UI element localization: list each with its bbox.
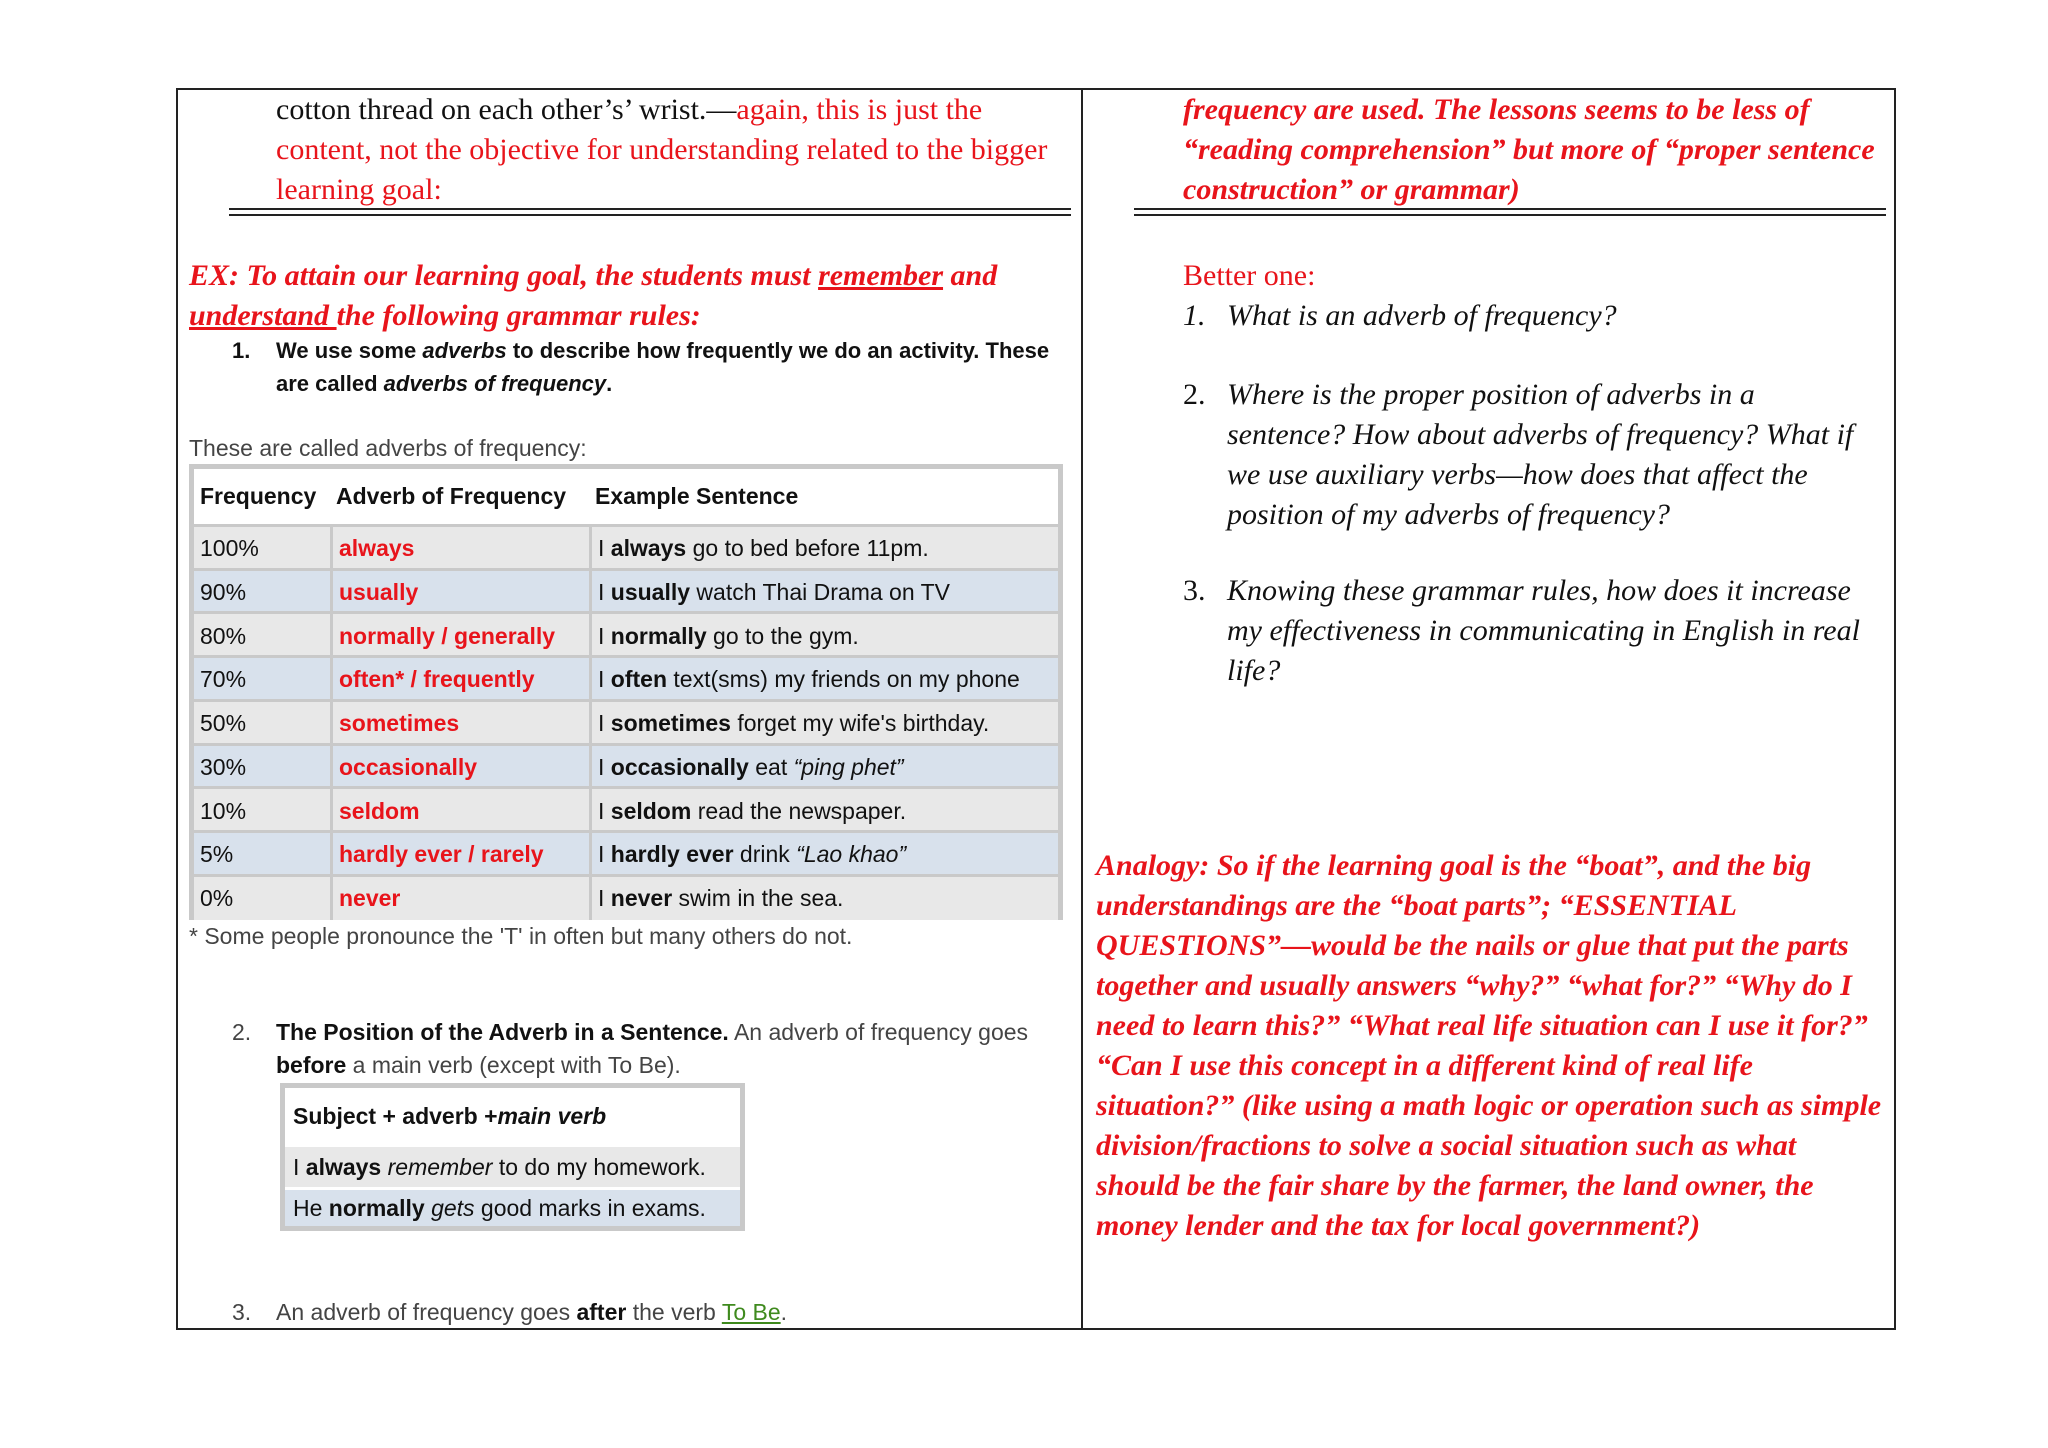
ex-understand: understand [189,299,337,332]
example-post: go to the gym. [706,622,859,649]
example-adverb: seldom [610,797,692,824]
example-post: watch Thai Drama on TV [690,579,950,606]
rule-2-a: An adverb of frequency goes [728,1019,1029,1045]
analogy-paragraph: Analogy: So if the learning goal is the “boat”, and the big understandings are the “boat parts”; “ESSENTIAL QUESTIONS”—would be the nails or glue that put the parts together and usually answers “why?” “what for?” “Why do I need to learn this?” “What real life situation can I use it for?” “Can I use this concept in a different kind of real life situation?” (like using a math logic or operation such as simple division/fractions to solve a social situation such as what should be the fair share by the farmer, the land owner, the money lender and the tax for local government?) [1096,849,1882,1242]
example-pre: I [598,579,611,606]
cell-adverb: hardly ever / rarely [330,833,589,877]
sv-r2-d: gets [431,1194,475,1221]
intro-red-text: again, this is just the content, not the objective for understanding related to the bigger learning goal: [276,93,1048,206]
intro-paragraph [276,90,1066,210]
cell-frequency: 70% [194,658,330,702]
ex-and: and [943,259,998,292]
question-2-number: 2. [1183,378,1206,411]
example-adverb: often [610,666,667,693]
column-divider [1081,88,1083,1330]
sv-r2-e: good marks in exams. [474,1194,706,1221]
cell-frequency: 5% [194,833,330,877]
question-2-text: Where is the proper position of adverbs in a sentence? How about adverbs of frequency? What if we use auxiliary verbs—how does that affect the position of my adverbs of frequency? [1227,378,1854,531]
subject-verb-table [280,1083,745,1231]
cell-frequency: 10% [194,789,330,833]
example-post: go to bed before 11pm. [686,535,929,562]
to-be-link[interactable]: To Be [721,1299,781,1325]
example-post: forget my wife's birthday. [730,710,990,737]
cell-adverb: occasionally [330,746,589,790]
frequency-table [189,464,1063,920]
cell-frequency: 0% [194,877,330,921]
rule-2-number: 2. [232,1019,252,1045]
table-row [194,743,1058,790]
cell-adverb: always [330,527,589,571]
rule-1-a: We use some [276,338,423,363]
sv-r1-b: always [305,1153,382,1180]
sv-header-a: Subject + adverb + [293,1102,498,1129]
cell-example [589,571,1058,615]
header-adverb: Adverb of Frequency [336,483,567,509]
rule-2-title: The Position of the Adverb in a Sentence. [276,1019,729,1045]
table-row [194,699,1058,746]
example-adverb: normally [610,622,707,649]
example-adverb: hardly ever [610,841,734,868]
example-post: text(sms) my friends on my phone [667,666,1020,693]
rule-3-a: An adverb of frequency goes [276,1299,577,1325]
example-adverb: sometimes [610,710,731,737]
rule-2-before: before [276,1052,347,1078]
rule-3-c: . [780,1299,788,1325]
example-pre: I [598,535,611,562]
example-pre: I [598,797,611,824]
cell-adverb: never [330,877,589,921]
sv-header-b: main verb [497,1102,607,1129]
freq-caption: These are called adverbs of frequency: [189,435,587,461]
better-one-label: Better one: [1183,259,1316,292]
cell-example [589,789,1058,833]
rule-3-b: the verb [626,1299,722,1325]
cell-example [589,658,1058,702]
example-pre: I [598,622,611,649]
intro-black-text: cotton thread on each other’s’ wrist.— [276,93,737,126]
table-row [194,524,1058,571]
ex-text-2: the following grammar rules: [336,299,701,332]
sv-r1-e: to do my homework. [492,1153,706,1180]
cell-adverb: usually [330,571,589,615]
sv-r2-b: normally [328,1194,425,1221]
cell-frequency: 100% [194,527,330,571]
example-pre: I [598,884,611,911]
example-post: swim in the sea. [672,884,844,911]
question-1-number: 1. [1183,299,1206,332]
example-pre: I [598,666,611,693]
rule-2-b: a main verb (except with To Be). [346,1052,681,1078]
cell-example [589,746,1058,790]
cell-example [589,527,1058,571]
cell-example [589,833,1058,877]
table-row [194,655,1058,702]
table-row [194,568,1058,615]
sv-row-1 [285,1147,740,1187]
rule-3-number: 3. [232,1299,252,1325]
footnote: * Some people pronounce the 'T' in often but many others do not. [189,923,853,949]
cell-frequency: 80% [194,614,330,658]
sv-r1-d: remember [387,1153,493,1180]
rule-1-number: 1. [232,338,251,363]
sv-r1-a: I [293,1153,306,1180]
ex-remember: remember [818,259,944,292]
rule-1-b: to describe how frequently we do an activity. These are called [276,338,1050,396]
question-1-text: What is an adverb of frequency? [1227,299,1617,332]
sv-header-row [285,1088,740,1144]
example-adverb: always [610,535,687,562]
table-row [194,611,1058,658]
cell-adverb: seldom [330,789,589,833]
example-pre: I [598,753,611,780]
ex-learning-goal [189,256,1069,336]
cell-adverb: normally / generally [330,614,589,658]
rule-1-c: . [606,371,613,396]
cell-frequency: 50% [194,702,330,746]
cell-frequency: 30% [194,746,330,790]
table-header-row [194,469,1058,524]
example-italic: “ping phet” [793,753,904,780]
example-pre: I [598,710,611,737]
example-post: drink [733,841,797,868]
ex-text-1: EX: To attain our learning goal, the students must [189,259,819,292]
header-frequency: Frequency [200,483,317,509]
rule-3-after: after [576,1299,627,1325]
example-post: eat [748,753,794,780]
table-row [194,786,1058,833]
rule-3-text [276,1296,1056,1329]
rule-2-text [276,1016,1056,1082]
cell-adverb: often* / frequently [330,658,589,702]
question-3-text: Knowing these grammar rules, how does it increase my effectiveness in communicating in English in real life? [1227,574,1860,687]
rule-1-text [276,334,1066,400]
cell-adverb: sometimes [330,702,589,746]
table-row [194,830,1058,877]
table-row [194,874,1058,921]
cell-example [589,877,1058,921]
double-rule-left [229,208,1071,216]
cell-example [589,702,1058,746]
example-italic: “Lao khao” [796,841,907,868]
header-example: Example Sentence [595,483,799,509]
rule-1-adverbs: adverbs [422,338,507,363]
rule-1-aof: adverbs of frequency [383,371,607,396]
sv-r2-a: He [293,1194,329,1221]
example-pre: I [598,841,611,868]
double-rule-right [1134,208,1886,216]
right-top-paragraph: frequency are used. The lessons seems to be less of “reading comprehension” but more of “proper sentence construction” or grammar) [1183,93,1875,206]
cell-frequency: 90% [194,571,330,615]
example-post: read the newspaper. [691,797,907,824]
question-3-number: 3. [1183,574,1206,607]
sv-row-2 [285,1190,740,1226]
example-adverb: never [610,884,673,911]
example-adverb: usually [610,579,691,606]
cell-example [589,614,1058,658]
example-adverb: occasionally [610,753,749,780]
